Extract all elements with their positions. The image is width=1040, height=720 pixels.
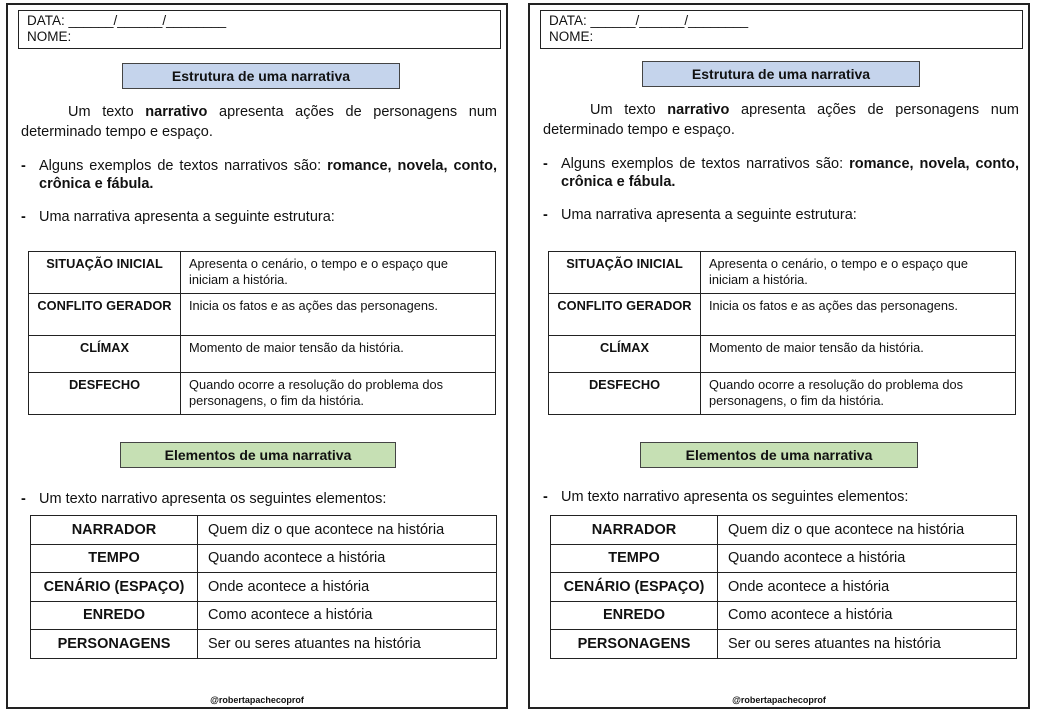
table-cell-desc: Como acontece a história <box>718 601 1017 630</box>
bullet-text: Alguns exemplos de textos narrativos são: <box>39 158 328 174</box>
bullet-dash: - <box>543 489 548 505</box>
table-cell-desc: Momento de maior tensão da história. <box>701 336 1016 373</box>
name-field: NOME: <box>549 29 594 44</box>
table-cell-desc: Onde acontece a história <box>198 573 497 602</box>
table-cell-desc: Quando acontece a história <box>718 544 1017 573</box>
table-cell-term: CONFLITO GERADOR <box>29 294 181 336</box>
table-row <box>31 601 497 630</box>
table-cell-desc: Apresenta o cenário, o tempo e o espaço que iniciam a história. <box>181 252 496 294</box>
table-row <box>31 516 497 545</box>
table-cell-term: SITUAÇÃO INICIAL <box>29 252 181 294</box>
table-row <box>31 573 497 602</box>
table-cell-desc: Quando acontece a história <box>198 544 497 573</box>
bullet-bold: romance, novela, conto, crônica e fábula. <box>561 156 1019 190</box>
table-cell-term: NARRADOR <box>551 516 718 545</box>
table-cell-term: CLÍMAX <box>29 336 181 373</box>
table-cell-term: NARRADOR <box>31 516 198 545</box>
intro-paragraph <box>21 102 497 142</box>
table-cell-term: CONFLITO GERADOR <box>549 294 701 336</box>
table-cell-term: CENÁRIO (ESPAÇO) <box>31 573 198 602</box>
table-cell-desc: Onde acontece a história <box>718 573 1017 602</box>
table-cell-term: TEMPO <box>551 544 718 573</box>
table-cell-desc: Ser ou seres atuantes na história <box>718 630 1017 659</box>
table-row <box>549 294 1016 336</box>
table-row <box>29 336 496 373</box>
name-field: NOME: <box>27 29 72 44</box>
table-cell-term: PERSONAGENS <box>31 630 198 659</box>
elements-table <box>550 515 1017 659</box>
date-field: DATA: ______/______/________ <box>27 13 227 28</box>
table-cell-desc: Apresenta o cenário, o tempo e o espaço que iniciam a história. <box>701 252 1016 294</box>
table-row <box>551 601 1017 630</box>
table-cell-desc: Quando ocorre a resolução do problema dos personagens, o fim da história. <box>701 373 1016 415</box>
table-row <box>29 373 496 415</box>
header-box <box>18 10 501 49</box>
table-cell-term: ENREDO <box>551 601 718 630</box>
table-cell-desc: Inicia os fatos e as ações das personagens. <box>701 294 1016 336</box>
section-title-structure: Estrutura de uma narrativa <box>642 61 920 87</box>
intro-text: Um texto <box>68 104 146 120</box>
bullet-structure <box>21 208 497 226</box>
bullet-dash: - <box>543 156 548 172</box>
bullet-dash: - <box>21 491 26 507</box>
worksheet-page-right <box>528 3 1030 709</box>
section-title-elements: Elementos de uma narrativa <box>640 442 918 468</box>
worksheet-page-left <box>6 3 508 709</box>
table-cell-term: CLÍMAX <box>549 336 701 373</box>
table-cell-term: SITUAÇÃO INICIAL <box>549 252 701 294</box>
table-cell-term: TEMPO <box>31 544 198 573</box>
bullet-elements <box>21 490 497 508</box>
table-cell-desc: Quando ocorre a resolução do problema dos personagens, o fim da história. <box>181 373 496 415</box>
table-row <box>549 336 1016 373</box>
table-cell-desc: Como acontece a história <box>198 601 497 630</box>
table-cell-desc: Ser ou seres atuantes na história <box>198 630 497 659</box>
structure-table <box>548 251 1016 415</box>
table-row <box>551 630 1017 659</box>
table-cell-term: CENÁRIO (ESPAÇO) <box>551 573 718 602</box>
table-cell-term: PERSONAGENS <box>551 630 718 659</box>
bullet-bold: romance, novela, conto, crônica e fábula. <box>39 158 497 192</box>
table-row <box>31 544 497 573</box>
bullet-dash: - <box>21 158 26 174</box>
elements-table <box>30 515 497 659</box>
bullet-elements <box>543 488 1019 506</box>
table-row <box>31 630 497 659</box>
table-row <box>551 516 1017 545</box>
table-row <box>549 373 1016 415</box>
intro-text-end: apresenta ações de personagens num determinado tempo e espaço. <box>21 104 497 140</box>
table-cell-desc: Quem diz o que acontece na história <box>718 516 1017 545</box>
table-row <box>29 252 496 294</box>
intro-paragraph <box>543 100 1019 140</box>
bullet-structure <box>543 206 1019 224</box>
bullet-text: Uma narrativa apresenta a seguinte estrutura: <box>561 207 857 223</box>
structure-table <box>28 251 496 415</box>
table-cell-desc: Inicia os fatos e as ações das personagens. <box>181 294 496 336</box>
table-cell-desc: Quem diz o que acontece na história <box>198 516 497 545</box>
bullet-examples <box>543 155 1019 191</box>
section-title-elements: Elementos de uma narrativa <box>120 442 396 468</box>
bullet-dash: - <box>21 209 26 225</box>
section-title-structure: Estrutura de uma narrativa <box>122 63 400 89</box>
table-row <box>551 544 1017 573</box>
bullet-dash: - <box>543 207 548 223</box>
bullet-text: Um texto narrativo apresenta os seguintes elementos: <box>39 491 387 507</box>
table-cell-desc: Momento de maior tensão da história. <box>181 336 496 373</box>
footer-credit: @robertapachecoprof <box>732 695 826 705</box>
table-cell-term: DESFECHO <box>549 373 701 415</box>
intro-text-end: apresenta ações de personagens num determinado tempo e espaço. <box>543 102 1019 138</box>
table-row <box>29 294 496 336</box>
bullet-text: Um texto narrativo apresenta os seguintes elementos: <box>561 489 909 505</box>
date-field: DATA: ______/______/________ <box>549 13 749 28</box>
bullet-text: Alguns exemplos de textos narrativos são: <box>561 156 850 172</box>
bullet-text: Uma narrativa apresenta a seguinte estrutura: <box>39 209 335 225</box>
table-row <box>551 573 1017 602</box>
intro-text: Um texto <box>590 102 668 118</box>
table-row <box>549 252 1016 294</box>
table-cell-term: DESFECHO <box>29 373 181 415</box>
intro-bold: narrativo <box>145 104 208 120</box>
intro-bold: narrativo <box>667 102 730 118</box>
header-box <box>540 10 1023 49</box>
footer-credit: @robertapachecoprof <box>210 695 304 705</box>
table-cell-term: ENREDO <box>31 601 198 630</box>
bullet-examples <box>21 157 497 193</box>
